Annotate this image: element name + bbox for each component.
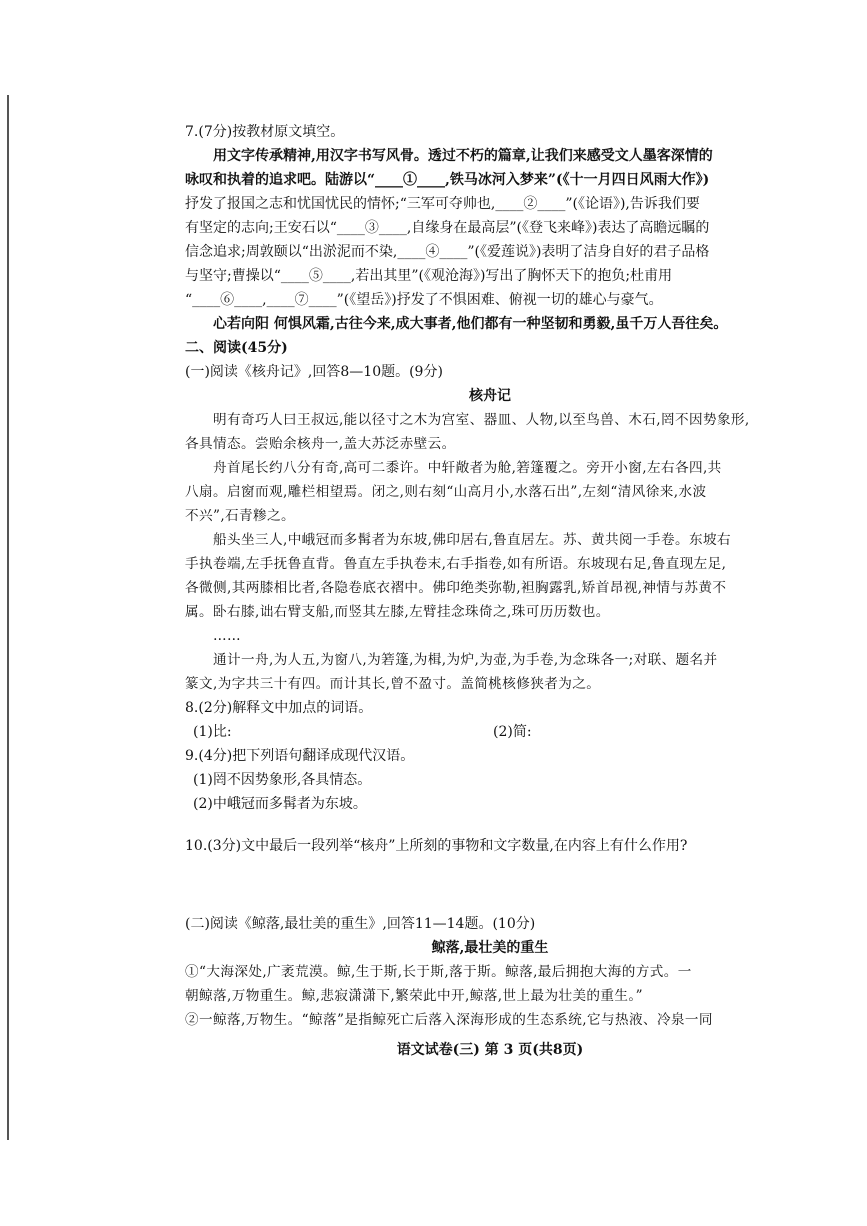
q7-line: 抒发了报国之志和忧国忧民的情怀;“三军可夺帅也,____②____”(《论语》),告诉我们要 (185, 196, 700, 212)
passage-line: 篆文,为字共三十有四。而计其长,曾不盈寸。盖简桃核修狭者为之。 (185, 676, 601, 692)
question-9-heading: 9.(4分)把下列语句翻译成现代汉语。 (185, 748, 415, 764)
q7-line: “____⑥____,____⑦____”(《望岳》)抒发了不惧困难、俯视一切的雄心与豪气。 (185, 292, 663, 308)
q7-closing: 心若向阳 何惧风霜,古往今来,成大事者,他们都有一种坚韧和勇毅,虽千万人吾往矣。 (213, 316, 728, 332)
part-2-heading: (二)阅读《鲸落,最壮美的重生》,回答11—14题。(10分) (185, 916, 536, 932)
passage-2-line: 朝鲸落,万物重生。鲸,悲寂潇潇下,繁荣此中开,鲸落,世上最为壮美的重生。” (185, 988, 643, 1004)
passage-line: 手执卷端,左手抚鲁直背。鲁直左手执卷末,右手指卷,如有所语。东坡现右足,鲁直现左足, (185, 556, 727, 572)
passage-line: 船头坐三人,中峨冠而多髯者为东坡,佛印居右,鲁直居左。苏、黄共阅一手卷。东坡右 (213, 532, 731, 548)
passage-line: 不兴”,石青糁之。 (185, 508, 296, 524)
passage-2-line: ①“大海深处,广袤荒漠。鲸,生于斯,长于斯,落于斯。鲸落,最后拥抱大海的方式。一 (185, 964, 692, 980)
passage-line: 舟首尾长约八分有奇,高可二黍许。中轩敞者为舱,箬篷覆之。旁开小窗,左右各四,共 (213, 460, 722, 476)
exam-page (185, 120, 795, 1062)
passage-2-line: ②一鲸落,万物生。“鲸落”是指鲸死亡后落入深海形成的生态系统,它与热液、冷泉一同 (185, 1012, 713, 1028)
question-7-heading: 7.(7分)按教材原文填空。 (185, 124, 345, 140)
passage-line: 明有奇巧人曰王叔远,能以径寸之木为宫室、器皿、人物,以至鸟兽、木石,罔不因势象形, (213, 412, 750, 428)
page-footer: 语文试卷(三) 第 3 页(共8页) (396, 1042, 584, 1058)
q7-line: 信念追求;周敦颐以“出淤泥而不染,____④____”(《爱莲说》)表明了洁身自好的君子品格 (185, 244, 710, 260)
scan-edge-line (7, 95, 9, 1140)
q8-item-1: (1)比: (193, 724, 232, 740)
q7-line: 有坚定的志向;王安石以“____③____,自缘身在最高层”(《登飞来峰》)表达了高瞻远瞩的 (185, 220, 710, 236)
q7-line: 用文字传承精神,用汉字书写风骨。透过不朽的篇章,让我们来感受文人墨客深情的 (213, 148, 713, 164)
passage-2-body (185, 960, 795, 1032)
q8-item-2: (2)简: (493, 724, 532, 740)
question-8-heading: 8.(2分)解释文中加点的词语。 (185, 700, 373, 716)
passage-body (185, 408, 795, 696)
q9-item-1: (1)罔不因势象形,各具情态。 (193, 772, 372, 788)
question-10-heading: 10.(3分)文中最后一段列举“核舟”上所刻的事物和文字数量,在内容上有什么作用? (185, 838, 688, 854)
passage-2-title: 鲸落,最壮美的重生 (431, 940, 549, 956)
passage-line: 八扇。启窗而观,雕栏相望焉。闭之,则右刻“山高月小,水落石出”,左刻“清风徐来,水波 (185, 484, 707, 500)
passage-line: 各微侧,其两膝相比者,各隐卷底衣褶中。佛印绝类弥勒,袒胸露乳,矫首昂视,神情与苏黄不 (185, 580, 727, 596)
q9-item-2: (2)中峨冠而多髯者为东坡。 (193, 796, 367, 812)
part-1-heading: (一)阅读《核舟记》,回答8—10题。(9分) (185, 364, 443, 380)
passage-line: 各具情态。尝贻余核舟一,盖大苏泛赤壁云。 (185, 436, 456, 452)
question-8-items (185, 720, 795, 744)
passage-title: 核舟记 (469, 388, 511, 404)
passage-ellipsis: …… (213, 628, 241, 644)
q7-line: 咏叹和执着的追求吧。陆游以“____①____,铁马冰河入梦来”(《十一月四日风雨大作》) (185, 172, 710, 188)
section-2-heading: 二、阅读(45分) (185, 340, 288, 356)
q7-line: 与坚守;曹操以“____⑤____,若出其里”(《观沧海》)写出了胸怀天下的抱负;杜甫用 (185, 268, 673, 284)
passage-line: 通计一舟,为人五,为窗八,为箬篷,为楫,为炉,为壶,为手卷,为念珠各一;对联、题名并 (213, 652, 718, 668)
passage-line: 属。卧右膝,诎右臂支船,而竖其左膝,左臂挂念珠倚之,珠可历历数也。 (185, 604, 610, 620)
